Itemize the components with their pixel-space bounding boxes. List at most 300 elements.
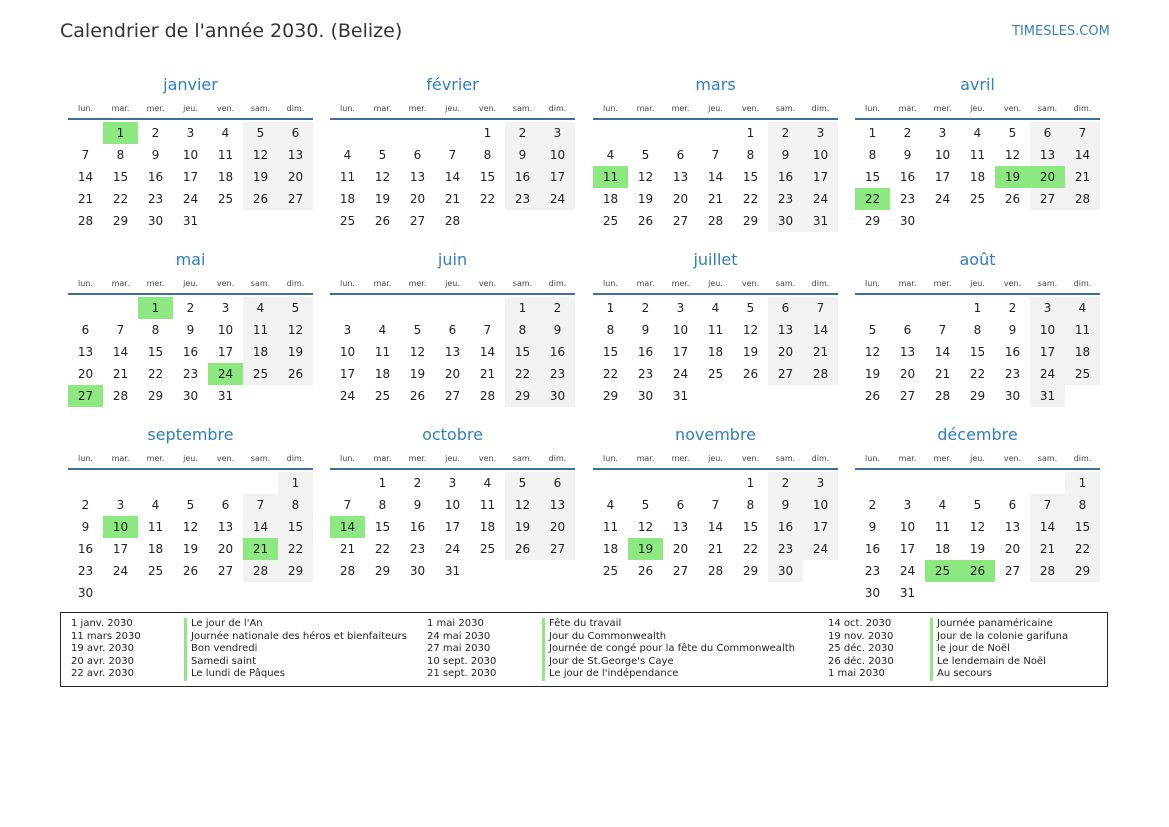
weekday-label: jeu. xyxy=(183,453,198,463)
day-cell: 28 xyxy=(803,363,838,385)
day-cell: 4 xyxy=(378,323,387,337)
holiday-day-cell: 25 xyxy=(925,560,960,582)
day-cell: 6 xyxy=(903,323,912,337)
day-grid xyxy=(593,472,838,582)
weekday-label: mar. xyxy=(373,103,392,113)
day-cell: 24 xyxy=(672,367,689,381)
day-cell: 7 xyxy=(483,323,492,337)
month-name: mai xyxy=(175,250,206,269)
legend-holiday-name: Samedi saint xyxy=(184,656,407,669)
day-cell: 30 xyxy=(768,210,803,232)
weekday-label: dim. xyxy=(1073,453,1092,463)
day-cell: 29 xyxy=(112,214,129,228)
day-cell: 28 xyxy=(707,564,724,578)
day-cell: 13 xyxy=(540,494,575,516)
weekday-label: ven. xyxy=(478,278,497,288)
day-cell: 1 xyxy=(746,126,755,140)
day-cell: 9 xyxy=(641,323,650,337)
weekday-label: lun. xyxy=(603,278,618,288)
day-cell: 2 xyxy=(413,476,422,490)
month-name: novembre xyxy=(674,425,757,444)
holiday-day-cell: 14 xyxy=(330,516,365,538)
day-cell: 5 xyxy=(378,148,387,162)
day-cell: 23 xyxy=(637,367,654,381)
day-cell: 4 xyxy=(711,301,720,315)
weekday-header xyxy=(855,98,1100,120)
day-cell: 15 xyxy=(864,170,881,184)
day-cell: 12 xyxy=(1004,148,1021,162)
legend-date: 22 avr. 2030 xyxy=(71,668,134,680)
legend-holiday-name: le jour de Noël xyxy=(930,643,1068,656)
day-cell: 17 xyxy=(217,345,234,359)
day-cell: 10 xyxy=(217,323,234,337)
day-cell: 6 xyxy=(278,122,313,144)
day-cell: 22 xyxy=(147,367,164,381)
weekday-label: mar. xyxy=(373,278,392,288)
month-name: juin xyxy=(437,250,468,269)
day-cell: 17 xyxy=(934,170,951,184)
day-cell: 21 xyxy=(1030,538,1065,560)
legend-dates-column xyxy=(71,618,141,681)
empty-cell xyxy=(138,472,173,494)
day-cell: 20 xyxy=(899,367,916,381)
weekday-label: mer. xyxy=(671,103,690,113)
legend-names-column xyxy=(930,618,1068,681)
legend-date: 11 mars 2030 xyxy=(71,630,141,642)
day-cell: 25 xyxy=(374,389,391,403)
empty-cell xyxy=(593,122,628,144)
day-cell: 30 xyxy=(899,214,916,228)
day-cell: 6 xyxy=(676,148,685,162)
day-cell: 15 xyxy=(742,520,759,534)
holiday-legend xyxy=(60,612,1108,687)
day-cell: 14 xyxy=(444,170,461,184)
day-cell: 24 xyxy=(1030,363,1065,385)
holiday-day-cell: 1 xyxy=(103,122,138,144)
day-cell: 3 xyxy=(676,301,685,315)
day-cell: 12 xyxy=(742,323,759,337)
day-cell: 19 xyxy=(864,367,881,381)
day-cell: 16 xyxy=(540,341,575,363)
day-cell: 3 xyxy=(540,122,575,144)
day-cell: 2 xyxy=(81,498,90,512)
day-cell: 8 xyxy=(278,494,313,516)
weekday-label: sam. xyxy=(512,278,533,288)
weekday-header xyxy=(593,98,838,120)
weekday-label: jeu. xyxy=(445,278,460,288)
day-cell: 3 xyxy=(938,126,947,140)
weekday-label: jeu. xyxy=(445,103,460,113)
day-cell: 16 xyxy=(768,166,803,188)
day-cell: 3 xyxy=(803,472,838,494)
weekday-label: mer. xyxy=(933,453,952,463)
weekday-label: ven. xyxy=(741,453,760,463)
legend-dates-column xyxy=(828,618,894,681)
day-cell: 1 xyxy=(505,297,540,319)
legend-holiday-name: Le lendemain de Noël xyxy=(930,656,1068,669)
day-cell: 12 xyxy=(637,170,654,184)
day-cell: 28 xyxy=(77,214,94,228)
day-cell: 27 xyxy=(1030,188,1065,210)
day-cell: 21 xyxy=(934,367,951,381)
weekday-label: ven. xyxy=(216,278,235,288)
holiday-day-cell: 11 xyxy=(593,166,628,188)
day-cell: 18 xyxy=(479,520,496,534)
weekday-label: sam. xyxy=(512,453,533,463)
empty-cell xyxy=(995,472,1030,494)
day-cell: 3 xyxy=(221,301,230,315)
day-cell: 23 xyxy=(899,192,916,206)
month-name: mars xyxy=(695,75,736,94)
day-cell: 19 xyxy=(374,192,391,206)
weekday-header xyxy=(68,448,313,470)
weekday-label: ven. xyxy=(1003,453,1022,463)
empty-cell xyxy=(628,472,663,494)
day-cell: 6 xyxy=(540,472,575,494)
empty-cell xyxy=(400,122,435,144)
weekday-label: dim. xyxy=(811,278,830,288)
weekday-label: mer. xyxy=(146,453,165,463)
day-cell: 18 xyxy=(602,192,619,206)
day-cell: 15 xyxy=(602,345,619,359)
day-cell: 12 xyxy=(243,144,278,166)
day-cell: 10 xyxy=(444,498,461,512)
day-cell: 8 xyxy=(973,323,982,337)
holiday-day-cell: 21 xyxy=(243,538,278,560)
day-cell: 13 xyxy=(278,144,313,166)
day-cell: 11 xyxy=(339,170,356,184)
day-cell: 9 xyxy=(868,520,877,534)
weekday-label: mer. xyxy=(933,278,952,288)
empty-cell xyxy=(208,472,243,494)
day-cell: 1 xyxy=(483,126,492,140)
day-cell: 30 xyxy=(1004,389,1021,403)
day-cell: 24 xyxy=(803,188,838,210)
empty-cell xyxy=(890,297,925,319)
day-cell: 7 xyxy=(938,323,947,337)
legend-holiday-name: Le jour de l'indépendance xyxy=(542,668,795,681)
day-cell: 4 xyxy=(221,126,230,140)
weekday-label: lun. xyxy=(865,278,880,288)
day-cell: 19 xyxy=(969,542,986,556)
day-cell: 23 xyxy=(540,363,575,385)
day-cell: 15 xyxy=(742,170,759,184)
day-cell: 14 xyxy=(934,345,951,359)
legend-holiday-name: Au secours xyxy=(930,668,1068,681)
day-cell: 21 xyxy=(479,367,496,381)
day-cell: 9 xyxy=(151,148,160,162)
day-cell: 6 xyxy=(1030,122,1065,144)
day-cell: 24 xyxy=(112,564,129,578)
month-block xyxy=(593,72,838,232)
day-cell: 5 xyxy=(278,297,313,319)
day-cell: 4 xyxy=(1065,297,1100,319)
empty-cell xyxy=(925,297,960,319)
day-cell: 19 xyxy=(243,166,278,188)
weekday-label: sam. xyxy=(775,453,796,463)
weekday-label: lun. xyxy=(340,278,355,288)
day-cell: 23 xyxy=(77,564,94,578)
day-cell: 8 xyxy=(868,148,877,162)
day-cell: 10 xyxy=(540,144,575,166)
day-grid xyxy=(68,297,313,407)
weekday-label: mar. xyxy=(111,278,130,288)
day-cell: 4 xyxy=(606,148,615,162)
weekday-label: sam. xyxy=(512,103,533,113)
month-name: avril xyxy=(960,75,995,94)
day-cell: 13 xyxy=(899,345,916,359)
day-cell: 27 xyxy=(409,214,426,228)
day-cell: 29 xyxy=(742,564,759,578)
empty-cell xyxy=(855,472,890,494)
day-cell: 18 xyxy=(147,542,164,556)
day-cell: 16 xyxy=(899,170,916,184)
day-cell: 8 xyxy=(746,148,755,162)
weekday-label: ven. xyxy=(216,453,235,463)
month-block xyxy=(855,72,1100,232)
day-cell: 14 xyxy=(112,345,129,359)
day-cell: 9 xyxy=(903,148,912,162)
day-cell: 1 xyxy=(606,301,615,315)
empty-cell xyxy=(698,472,733,494)
site-link[interactable]: TIMESLES.COM xyxy=(1012,24,1110,39)
day-cell: 25 xyxy=(217,192,234,206)
day-cell: 29 xyxy=(278,560,313,582)
weekday-label: sam. xyxy=(250,278,271,288)
day-grid xyxy=(330,297,575,407)
empty-cell xyxy=(663,472,698,494)
legend-holiday-name: Journée de congé pour la fête du Commonwealth xyxy=(542,643,795,656)
weekday-label: dim. xyxy=(286,103,305,113)
weekday-label: jeu. xyxy=(183,103,198,113)
day-cell: 22 xyxy=(1065,538,1100,560)
weekday-label: sam. xyxy=(1037,453,1058,463)
empty-cell xyxy=(103,297,138,319)
day-cell: 15 xyxy=(1065,516,1100,538)
day-cell: 28 xyxy=(707,214,724,228)
day-cell: 11 xyxy=(1065,319,1100,341)
day-grid xyxy=(593,122,838,232)
day-cell: 6 xyxy=(676,498,685,512)
day-cell: 20 xyxy=(278,166,313,188)
weekday-label: lun. xyxy=(865,453,880,463)
day-cell: 8 xyxy=(483,148,492,162)
day-cell: 20 xyxy=(444,367,461,381)
day-cell: 26 xyxy=(243,188,278,210)
day-cell: 31 xyxy=(1030,385,1065,407)
day-cell: 23 xyxy=(147,192,164,206)
day-cell: 4 xyxy=(483,476,492,490)
day-cell: 31 xyxy=(899,586,916,600)
day-cell: 23 xyxy=(864,564,881,578)
day-cell: 31 xyxy=(803,210,838,232)
empty-cell xyxy=(330,472,365,494)
day-grid xyxy=(593,297,838,407)
day-cell: 14 xyxy=(707,520,724,534)
day-cell: 17 xyxy=(444,520,461,534)
day-cell: 28 xyxy=(112,389,129,403)
weekday-label: mar. xyxy=(898,103,917,113)
empty-cell xyxy=(890,472,925,494)
day-cell: 11 xyxy=(374,345,391,359)
day-cell: 7 xyxy=(711,148,720,162)
day-cell: 10 xyxy=(182,148,199,162)
day-cell: 6 xyxy=(448,323,457,337)
legend-date: 1 janv. 2030 xyxy=(71,618,133,629)
day-cell: 27 xyxy=(1004,564,1021,578)
day-cell: 26 xyxy=(278,363,313,385)
day-cell: 27 xyxy=(672,214,689,228)
day-cell: 17 xyxy=(672,345,689,359)
legend-holiday-name: Journée panaméricaine xyxy=(930,618,1068,631)
empty-cell xyxy=(103,472,138,494)
empty-cell xyxy=(68,472,103,494)
day-cell: 15 xyxy=(374,520,391,534)
day-cell: 24 xyxy=(803,538,838,560)
weekday-label: lun. xyxy=(603,453,618,463)
weekday-label: mar. xyxy=(636,103,655,113)
day-cell: 17 xyxy=(540,166,575,188)
day-cell: 29 xyxy=(505,385,540,407)
month-block xyxy=(68,72,313,232)
day-cell: 27 xyxy=(444,389,461,403)
day-cell: 7 xyxy=(1065,122,1100,144)
weekday-label: lun. xyxy=(603,103,618,113)
weekday-label: jeu. xyxy=(970,453,985,463)
empty-cell xyxy=(470,297,505,319)
day-cell: 13 xyxy=(1004,520,1021,534)
day-cell: 13 xyxy=(409,170,426,184)
weekday-label: mer. xyxy=(146,103,165,113)
day-cell: 25 xyxy=(969,192,986,206)
day-cell: 20 xyxy=(77,367,94,381)
day-cell: 18 xyxy=(217,170,234,184)
holiday-day-cell: 1 xyxy=(138,297,173,319)
month-block xyxy=(330,72,575,232)
empty-cell xyxy=(435,122,470,144)
day-grid xyxy=(68,122,313,232)
day-cell: 16 xyxy=(147,170,164,184)
day-cell: 25 xyxy=(602,214,619,228)
day-cell: 16 xyxy=(1004,345,1021,359)
day-cell: 5 xyxy=(413,323,422,337)
day-cell: 1 xyxy=(278,472,313,494)
day-cell: 14 xyxy=(479,345,496,359)
day-cell: 6 xyxy=(768,297,803,319)
day-cell: 7 xyxy=(1030,494,1065,516)
day-cell: 2 xyxy=(868,498,877,512)
day-cell: 3 xyxy=(186,126,195,140)
day-cell: 15 xyxy=(147,345,164,359)
weekday-header xyxy=(330,448,575,470)
day-cell: 26 xyxy=(637,214,654,228)
day-cell: 20 xyxy=(1004,542,1021,556)
day-cell: 11 xyxy=(217,148,234,162)
day-cell: 3 xyxy=(448,476,457,490)
day-cell: 28 xyxy=(444,214,461,228)
day-cell: 18 xyxy=(243,341,278,363)
weekday-label: jeu. xyxy=(445,453,460,463)
day-cell: 18 xyxy=(1065,341,1100,363)
weekday-label: dim. xyxy=(548,103,567,113)
legend-date: 21 sept. 2030 xyxy=(427,668,497,680)
month-block xyxy=(330,422,575,582)
day-cell: 13 xyxy=(77,345,94,359)
day-cell: 22 xyxy=(969,367,986,381)
day-cell: 11 xyxy=(602,520,619,534)
day-cell: 28 xyxy=(243,560,278,582)
day-grid xyxy=(330,122,575,232)
day-cell: 26 xyxy=(1004,192,1021,206)
day-cell: 27 xyxy=(768,363,803,385)
day-cell: 2 xyxy=(903,126,912,140)
weekday-header xyxy=(855,273,1100,295)
day-cell: 27 xyxy=(540,538,575,560)
day-cell: 29 xyxy=(742,214,759,228)
holiday-day-cell: 19 xyxy=(995,166,1030,188)
day-cell: 28 xyxy=(934,389,951,403)
day-cell: 17 xyxy=(112,542,129,556)
month-name: février xyxy=(426,75,479,94)
day-cell: 4 xyxy=(938,498,947,512)
weekday-label: lun. xyxy=(78,103,93,113)
day-cell: 14 xyxy=(1030,516,1065,538)
day-cell: 16 xyxy=(768,516,803,538)
day-cell: 12 xyxy=(278,319,313,341)
weekday-label: mer. xyxy=(671,453,690,463)
holiday-day-cell: 19 xyxy=(628,538,663,560)
weekday-header xyxy=(68,273,313,295)
day-cell: 25 xyxy=(1065,363,1100,385)
day-cell: 27 xyxy=(217,564,234,578)
day-cell: 12 xyxy=(409,345,426,359)
day-grid xyxy=(855,122,1100,232)
weekday-label: jeu. xyxy=(708,103,723,113)
legend-date: 25 déc. 2030 xyxy=(828,643,894,655)
legend-holiday-name: Jour du Commonwealth xyxy=(542,631,795,644)
weekday-label: dim. xyxy=(1073,278,1092,288)
month-name: décembre xyxy=(937,425,1018,444)
day-cell: 12 xyxy=(505,494,540,516)
day-cell: 11 xyxy=(969,148,986,162)
empty-cell xyxy=(365,122,400,144)
day-cell: 10 xyxy=(339,345,356,359)
day-cell: 26 xyxy=(505,538,540,560)
day-cell: 16 xyxy=(182,345,199,359)
empty-cell xyxy=(698,122,733,144)
day-cell: 23 xyxy=(182,367,199,381)
day-cell: 11 xyxy=(243,319,278,341)
day-cell: 4 xyxy=(973,126,982,140)
day-cell: 23 xyxy=(768,188,803,210)
day-cell: 5 xyxy=(641,498,650,512)
day-cell: 17 xyxy=(339,367,356,381)
weekday-label: dim. xyxy=(286,278,305,288)
weekday-label: jeu. xyxy=(970,278,985,288)
day-cell: 17 xyxy=(899,542,916,556)
day-cell: 30 xyxy=(182,389,199,403)
weekday-label: mar. xyxy=(636,278,655,288)
empty-cell xyxy=(925,472,960,494)
day-cell: 29 xyxy=(602,389,619,403)
day-cell: 21 xyxy=(112,367,129,381)
day-cell: 23 xyxy=(1004,367,1021,381)
day-cell: 17 xyxy=(803,516,838,538)
month-block xyxy=(855,422,1100,604)
weekday-label: sam. xyxy=(1037,103,1058,113)
day-cell: 26 xyxy=(374,214,391,228)
day-cell: 2 xyxy=(186,301,195,315)
